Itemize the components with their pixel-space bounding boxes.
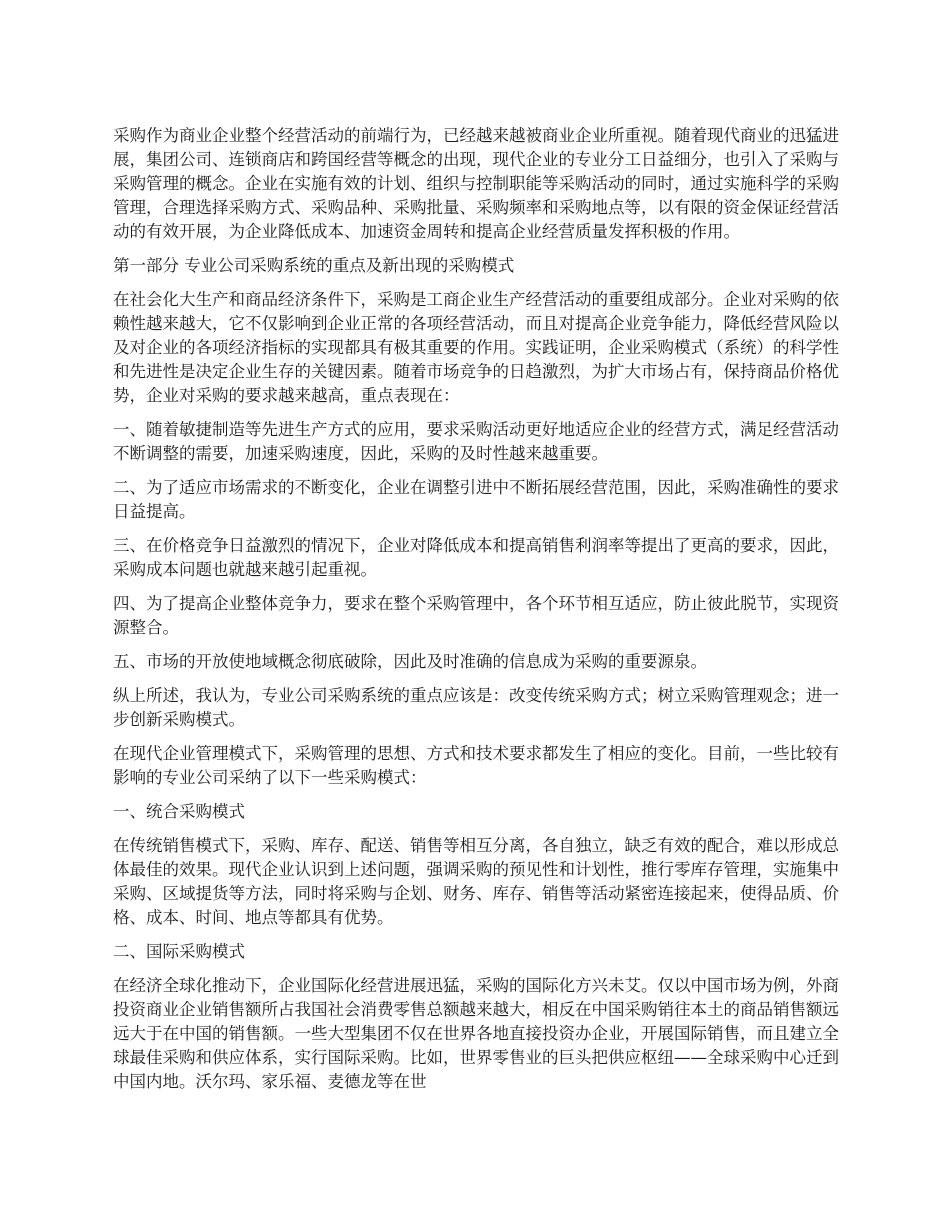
body-paragraph: 在经济全球化推动下，企业国际化经营进展迅猛，采购的国际化方兴未艾。仅以中国市场为例，外商投资商业企业销售额所占我国社会消费零售总额越来越大，相反在中国采购销往本土的商品销售额远远大于在中国的销售额。一些大型集团不仅在世界各地直接投资办企业，开展国际销售，而且建立全球最佳采购和供应体系，实行国际采购。比如，世界零售业的巨头把供应枢纽——全球采购中心迁到中国内地。沃尔玛、家乐福、麦德龙等在世 bbox=[113, 976, 839, 1091]
list-item: 三、在价格竞争日益激烈的情况下，企业对降低成本和提高销售利润率等提出了更高的要求，因此，采购成本问题也就越来越引起重视。 bbox=[113, 536, 839, 579]
list-item: 一、随着敏捷制造等先进生产方式的应用，要求采购活动更好地适应企业的经营方式，满足经营活动不断调整的需要，加速采购速度，因此，采购的及时性越来越重要。 bbox=[113, 420, 839, 463]
subsection-heading: 二、国际采购模式 bbox=[113, 942, 245, 961]
body-paragraph: 在传统销售模式下，采购、库存、配送、销售等相互分离，各自独立，缺乏有效的配合，难以形成总体最佳的效果。现代企业认识到上述问题，强调采购的预见性和计划性，推行零库存管理，实施集中采购、区域提货等方法，同时将采购与企划、财务、库存、销售等活动紧密连接起来，使得品质、价格、成本、时间、地点等都具有优势。 bbox=[113, 836, 839, 927]
body-paragraph: 在现代企业管理模式下，采购管理的思想、方式和技术要求都发生了相应的变化。目前，一些比较有影响的专业公司采纳了以下一些采购模式： bbox=[113, 744, 839, 787]
list-item: 二、为了适应市场需求的不断变化，企业在调整引进中不断拓展经营范围，因此，采购准确性的要求日益提高。 bbox=[113, 478, 839, 521]
body-paragraph: 在社会化大生产和商品经济条件下，采购是工商企业生产经营活动的重要组成部分。企业对采购的依赖性越来越大，它不仅影响到企业正常的各项经营活动，而且对提高企业竞争能力，降低经营风险以及对企业的各项经济指标的实现都具有极其重要的作用。实践证明，企业采购模式（系统）的科学性和先进性是决定企业生存的关键因素。随着市场竞争的日趋激烈，为扩大市场占有，保持商品价格优势，企业对采购的要求越来越高，重点表现在： bbox=[113, 290, 839, 405]
body-paragraph: 纵上所述，我认为，专业公司采购系统的重点应该是：改变传统采购方式；树立采购管理观念；进一步创新采购模式。 bbox=[113, 686, 839, 729]
list-item: 五、市场的开放使地域概念彻底破除，因此及时准确的信息成为采购的重要源泉。 bbox=[113, 652, 707, 671]
document-body bbox=[113, 124, 839, 1104]
subsection-heading: 一、统合采购模式 bbox=[113, 802, 245, 821]
intro-paragraph: 采购作为商业企业整个经营活动的前端行为，已经越来越被商业企业所重视。随着现代商业的迅猛进展，集团公司、连锁商店和跨国经营等概念的出现，现代企业的专业分工日益细分，也引入了采购与采购管理的概念。企业在实施有效的计划、组织与控制职能等采购活动的同时，通过实施科学的采购管理，合理选择采购方式、采购品种、采购批量、采购频率和采购地点等，以有限的资金保证经营活动的有效开展，为企业降低成本、加速资金周转和提高企业经营质量发挥积极的作用。 bbox=[113, 126, 839, 241]
list-item: 四、为了提高企业整体竞争力，要求在整个采购管理中，各个环节相互适应，防止彼此脱节，实现资源整合。 bbox=[113, 594, 839, 637]
section-heading: 第一部分 专业公司采购系统的重点及新出现的采购模式 bbox=[113, 256, 515, 275]
